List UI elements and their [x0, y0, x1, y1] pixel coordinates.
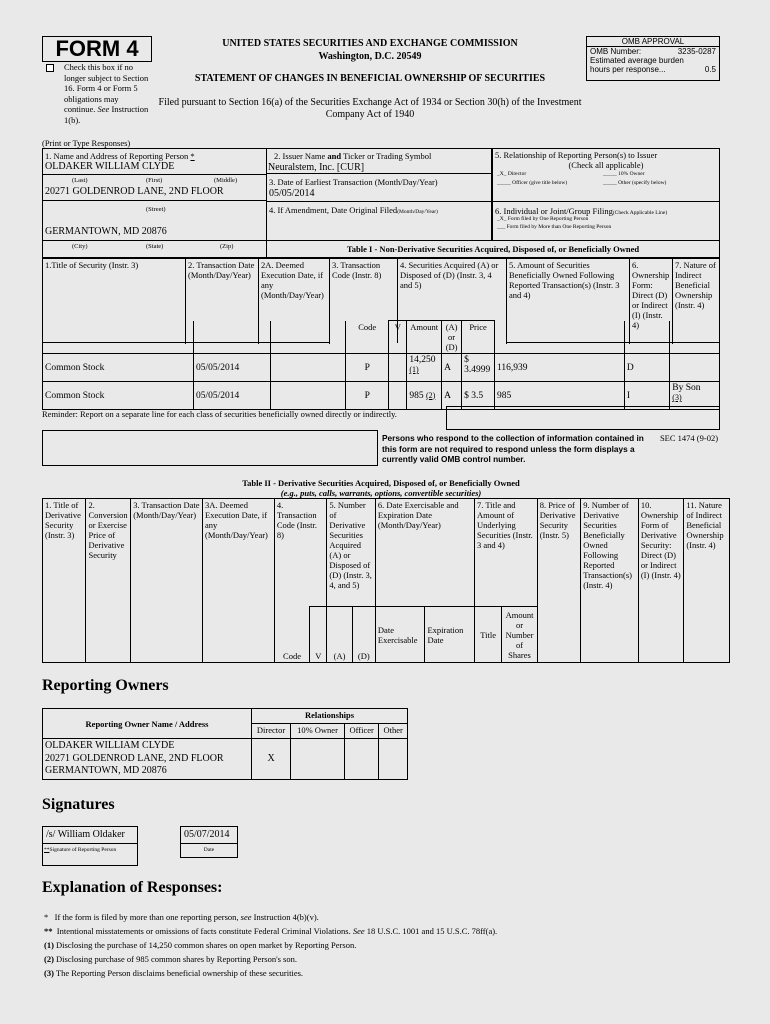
t1-sub-blank5 — [624, 321, 669, 354]
box1-city: (City) — [72, 243, 88, 250]
explanation-line-2: ** Intentional misstatements or omissions of facts constitute Federal Criminal Violations. See 18 U.S.C. 1001 and 15 U.S.C. 78ff(a). — [44, 926, 498, 936]
t1-r1-nature — [670, 354, 720, 382]
explanation-note-2: (2) Disclosing purchase of 985 common shares by Reporting Person's son. — [44, 954, 297, 964]
date-rule — [180, 843, 238, 844]
form-title: FORM 4 — [55, 36, 139, 61]
box1-street: (Street) — [146, 206, 166, 213]
signature-date: 05/07/2014 — [184, 829, 230, 840]
t1-r1-security: Common Stock — [43, 354, 194, 382]
t1-r2-nature-cell: By Son (3) — [670, 382, 720, 410]
t1-r1-owned: 116,939 — [494, 354, 624, 382]
t2-sub-expiration: Expiration Date — [425, 607, 475, 663]
t2-sub-amount: Amount or Number of Shares — [502, 607, 537, 663]
t1-h-date: 2. Transaction Date (Month/Day/Year) — [186, 259, 259, 343]
owner-col-name: Reporting Owner Name / Address — [43, 709, 252, 739]
box6-label: 6. Individual or Joint/Group Filing(Check Applicable Line) — [495, 206, 668, 216]
t1-h-owned: 5. Amount of Securities Beneficially Owned Following Reported Transaction(s) (Instr. 3 and 4) — [507, 259, 630, 343]
t2-h-deemed: 3A. Deemed Execution Date, if any (Month/Day/Year) — [203, 499, 275, 663]
no-longer-subject-checkbox[interactable] — [46, 64, 54, 72]
omb-approval-box — [586, 36, 720, 81]
box3-label: 3. Date of Earliest Transaction (Month/Day/Year) — [269, 177, 438, 187]
owner-officer-mark — [344, 739, 378, 780]
table2-subtitle: (e.g., puts, calls, warrants, options, convertible securities) — [280, 488, 482, 498]
t1-h-acquired: 4. Securities Acquired (A) or Disposed of (D) (Instr. 3, 4 and 5) — [397, 259, 506, 343]
explanation-line-1: * If the form is filed by more than one reporting person, see Instruction 4(b)(v). — [44, 912, 319, 922]
owner-col-relationships: Relationships — [252, 709, 408, 724]
t1-sub-blank1 — [43, 321, 194, 354]
t2-h-code: 4. Transaction Code (Instr. 8) — [274, 499, 327, 607]
box1-address: 20271 GOLDENROD LANE, 2ND FLOOR — [45, 186, 224, 197]
agency-title: UNITED STATES SECURITIES AND EXCHANGE COMMISSION — [222, 38, 518, 49]
explanation-note-1: (1) Disclosing the purchase of 14,250 common shares on open market by Reporting Person. — [44, 940, 357, 950]
owner-col-officer: Officer — [344, 724, 378, 739]
t1-sub-amount: Amount — [407, 321, 442, 354]
t1-r2-deemed — [271, 382, 346, 410]
reporting-owners-table — [42, 708, 408, 780]
left-empty-box — [42, 430, 378, 466]
t1-r2-security: Common Stock — [43, 382, 194, 410]
t1-r1-v — [389, 354, 407, 382]
table-row — [43, 739, 408, 780]
t1-r1-deemed — [271, 354, 346, 382]
persons-notice: Persons who respond to the collection of information contained in this form are not required to respond unless the form displays a currently valid OMB control number. — [382, 433, 644, 464]
t1-r1-price: $ 3.4999 — [462, 354, 495, 382]
t2-sub-d: (D) — [352, 607, 375, 663]
t2-sub-date-ex: Date Exercisable — [375, 607, 425, 663]
omb-burden: Estimated average burden — [590, 56, 684, 65]
owner-director-mark: X — [252, 739, 291, 780]
owner-other-mark — [379, 739, 408, 780]
signatures-heading: Signatures — [42, 796, 115, 813]
table-row — [43, 354, 720, 382]
t1-h-deemed: 2A. Deemed Execution Date, if any (Month/Day/Year) — [259, 259, 330, 343]
box1-city-line: GERMANTOWN, MD 20876 — [45, 226, 167, 237]
t2-h-form: 10. Ownership Form of Derivative Security: Direct (D) or Indirect (I) (Instr. 4) — [638, 499, 684, 663]
reminder: Reminder: Report on a separate line for each class of securities beneficially owned directly or indirectly. — [42, 409, 397, 419]
t1-r1-amount-cell: 14,250 (1) — [407, 354, 442, 382]
signature-value: /s/ William Oldaker — [46, 829, 125, 840]
t1-r2-owned: 985 — [494, 382, 624, 410]
t1-h-form: 6. Ownership Form: Direct (D) or Indirect (I) (Instr. 4) — [630, 259, 673, 343]
t2-h-price: 8. Price of Derivative Security (Instr. 5) — [537, 499, 580, 663]
t1-sub-aord: (A) or (D) — [442, 321, 462, 354]
agency-location: Washington, D.C. 20549 — [318, 51, 422, 62]
table1-title: Table I - Non-Derivative Securities Acquired, Disposed of, or Beneficially Owned — [266, 240, 720, 258]
omb-hours-row: hours per response... 0.5 — [590, 65, 716, 74]
owner-col-director: Director — [252, 724, 291, 739]
box5-director[interactable]: _X_ Director — [497, 171, 527, 177]
t1-sub-blank6 — [670, 321, 720, 354]
t1-h-security: 1.Title of Security (Instr. 3) — [43, 259, 186, 343]
box5-label: 5. Relationship of Reporting Person(s) to Issuer — [495, 150, 658, 160]
t2-sub-code: Code — [274, 607, 309, 663]
box1-label: 1. Name and Address of Reporting Person * — [45, 151, 195, 161]
owner-col-other: Other — [379, 724, 408, 739]
t1-sub-code: Code — [346, 321, 389, 354]
t1-sub-blank3 — [271, 321, 346, 354]
box1-last: (Last) — [72, 177, 88, 184]
t1-sub-blank4 — [494, 321, 624, 354]
filed-pursuant: Filed pursuant to Section 16(a) of the Securities Exchange Act of 1934 or Section 30(h) of the Investment Company Act of 1940 — [158, 97, 582, 120]
t1-r1-aord: A — [442, 354, 462, 382]
box1-name-rule — [42, 174, 267, 175]
box1-first: (First) — [146, 177, 163, 184]
omb-number-row: OMB Number: 3235-0287 — [590, 47, 716, 56]
t2-h-underlying: 7. Title and Amount of Underlying Securities (Instr. 3 and 4) — [475, 499, 538, 607]
sec-number: SEC 1474 (9-02) — [659, 433, 719, 443]
owner-name-address: OLDAKER WILLIAM CLYDE 20271 GOLDENROD LANE, 2ND FLOOR GERMANTOWN, MD 20876 — [43, 739, 252, 780]
t2-h-conversion: 2. Conversion or Exercise Price of Derivative Security — [86, 499, 131, 663]
box1-state: (State) — [146, 243, 164, 250]
box5-sub: (Check all applicable) — [568, 160, 644, 170]
t2-h-nature: 11. Nature of Indirect Beneficial Ownership (Instr. 4) — [684, 499, 730, 663]
table1-body — [42, 320, 720, 410]
box5-other[interactable]: _____ Other (specify below) — [603, 180, 667, 186]
signature-caption: **Signature of Reporting Person — [44, 847, 117, 853]
box2-label: 2. Issuer Name and Ticker or Trading Symbol — [274, 151, 432, 161]
box1-middle: (Middle) — [214, 177, 238, 184]
box5-ten-pct-owner[interactable]: _____ 10% Owner — [603, 171, 645, 177]
footnote-3-link[interactable]: (3) — [672, 393, 682, 402]
box5-officer[interactable]: _____ Officer (give title below) — [497, 180, 568, 186]
box6-one-person[interactable]: _X_ Form filed by One Reporting Person — [497, 216, 589, 222]
owner-ten-pct-mark — [291, 739, 345, 780]
table2 — [42, 498, 730, 663]
t2-sub-a: (A) — [327, 607, 352, 663]
t1-r2-code: P — [346, 382, 389, 410]
t2-h-exercisable: 6. Date Exercisable and Expiration Date (Month/Day/Year) — [375, 499, 474, 607]
box1-zip: (Zip) — [220, 243, 234, 250]
t1-r1-code: P — [346, 354, 389, 382]
t1-r2-form: I — [624, 382, 669, 410]
t2-sub-title: Title — [475, 607, 502, 663]
form-title-box — [42, 36, 152, 62]
box1-address-rule — [42, 200, 267, 201]
checkbox-label: Check this box if no longer subject to Section 16. Form 4 or Form 5 obligations may continue. See Instruction 1(b). — [64, 62, 149, 125]
footnote-1-link[interactable]: (1) — [409, 365, 419, 374]
date-caption: Date — [203, 847, 215, 853]
owner-col-ten-pct: 10% Owner — [291, 724, 345, 739]
box4-label: 4. If Amendment, Date Original Filed(Month/Day/Year) — [269, 205, 438, 215]
t1-r2-v — [389, 382, 407, 410]
box1-name: OLDAKER WILLIAM CLYDE — [45, 161, 175, 172]
explanation-heading: Explanation of Responses: — [42, 879, 223, 896]
statement-title: STATEMENT OF CHANGES IN BENEFICIAL OWNERSHIP OF SECURITIES — [194, 73, 546, 84]
t1-h-nature: 7. Nature of Indirect Beneficial Ownership (Instr. 4) — [673, 259, 720, 343]
table2-title: Table II - Derivative Securities Acquired, Disposed of, or Beneficially Owned — [242, 478, 520, 488]
t2-h-date: 3. Transaction Date (Month/Day/Year) — [131, 499, 203, 663]
explanation-note-3: (3) The Reporting Person disclaims beneficial ownership of these securities. — [44, 968, 304, 978]
print-type-note: (Print or Type Responses) — [42, 138, 131, 148]
t1-r1-form: D — [624, 354, 669, 382]
t1-r2-aord: A — [442, 382, 462, 410]
t1-r2-date: 05/05/2014 — [194, 382, 271, 410]
t1-sub-v: V — [389, 321, 407, 354]
t2-h-number: 5. Number of Derivative Securities Acquired (A) or Disposed of (D) (Instr. 3, 4, and 5) — [327, 499, 376, 607]
t1-r2-amount-cell: 985 (2) — [407, 382, 442, 410]
footnote-2-link[interactable]: (2) — [425, 390, 436, 400]
box6-more-persons[interactable]: ___ Form filed by More than One Reporting Person — [497, 224, 612, 230]
omb-title: OMB APPROVAL — [587, 37, 719, 47]
t1-sub-blank2 — [194, 321, 271, 354]
t2-h-owned: 9. Number of Derivative Securities Beneficially Owned Following Reported Transaction(s) (Instr. 4) — [581, 499, 639, 663]
t2-h-title: 1. Title of Derivative Security (Instr. 3) — [43, 499, 86, 663]
reporting-owners-heading: Reporting Owners — [42, 677, 169, 694]
t1-h-code: 3. Transaction Code (Instr. 8) — [330, 259, 398, 343]
t1-r2-price: $ 3.5 — [462, 382, 495, 410]
box3-value: 05/05/2014 — [269, 188, 315, 199]
box2-value: Neuralstem, Inc. [CUR] — [268, 162, 365, 173]
t2-sub-v: V — [310, 607, 327, 663]
t1-r1-date: 05/05/2014 — [194, 354, 271, 382]
t1-sub-price: Price — [462, 321, 495, 354]
signature-rule — [42, 843, 138, 844]
reminder-empty-box — [446, 406, 720, 430]
